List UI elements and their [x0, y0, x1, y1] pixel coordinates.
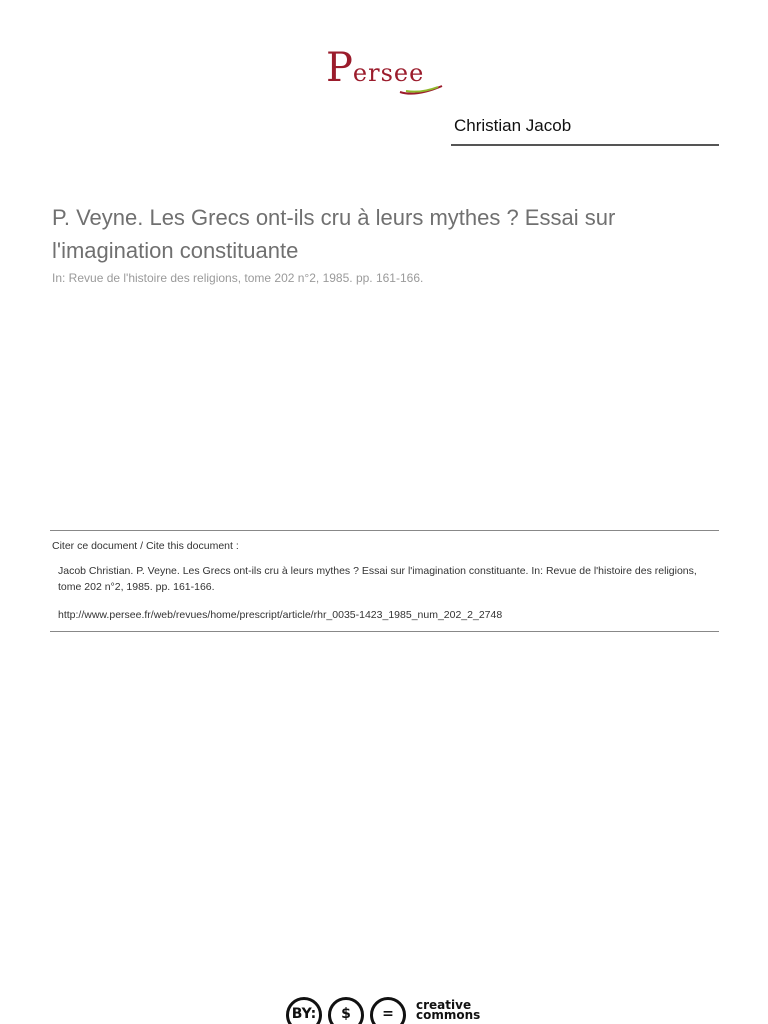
cc-noncommercial-icon [328, 997, 364, 1024]
article-title: P. Veyne. Les Grecs ont-ils cru à leurs mythes ? Essai sur l'imagination constituante [52, 205, 616, 263]
citation-label: Citer ce document / Cite this document : [52, 540, 239, 552]
persee-logo[interactable] [318, 44, 448, 100]
author-name: Christian Jacob [454, 116, 572, 135]
cc-wordmark [416, 1000, 480, 1020]
cc-nd-label: = [382, 1006, 394, 1022]
logo-initial: P [326, 45, 353, 91]
citation-url-link[interactable]: http://www.persee.fr/web/revues/home/prescript/article/rhr_0035-1423_1985_num_202_2_2748 [58, 609, 503, 621]
citation-text: Jacob Christian. P. Veyne. Les Grecs ont-ils cru à leurs mythes ? Essai sur l'imagination constituante. In: Revue de l'histoire des religions, tome 202 n°2, 1985. pp. 161-166. [58, 565, 697, 593]
author-divider [451, 144, 719, 146]
creative-commons-license[interactable] [286, 993, 486, 1024]
cc-by-icon [286, 997, 322, 1024]
citation-box [50, 530, 719, 632]
logo-rest: ersee [352, 59, 425, 87]
logo-swoosh-icon [398, 82, 444, 96]
cc-nc-label: $ [341, 1006, 351, 1022]
cc-word-creative: creative [416, 998, 472, 1012]
cc-by-label: BY: [291, 1006, 317, 1022]
article-source: In: Revue de l'histoire des religions, tome 202 n°2, 1985. pp. 161-166. [52, 271, 424, 285]
cc-word-commons: commons [416, 1008, 481, 1022]
cc-noderivs-icon [370, 997, 406, 1024]
